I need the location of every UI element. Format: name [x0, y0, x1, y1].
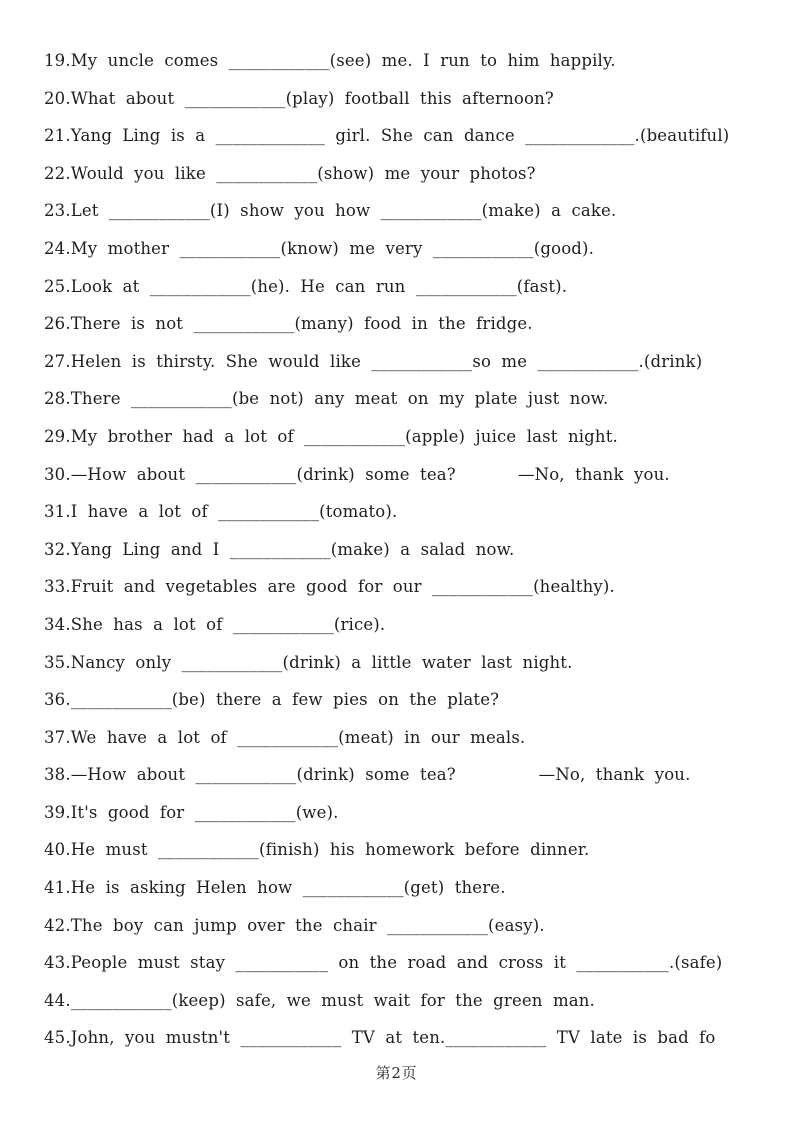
exercise-line: [44, 380, 763, 418]
item-number: 29.: [44, 426, 71, 446]
item-text: ____________(keep) safe, we must wait for the green man.: [70, 990, 595, 1010]
exercise-line: [44, 80, 763, 118]
page-footer: [0, 1062, 793, 1083]
item-number: 21.: [44, 126, 71, 146]
exercise-line: [44, 493, 763, 531]
exercise-line: [44, 606, 763, 644]
item-number: 30.: [44, 464, 71, 484]
item-number: 22.: [44, 163, 71, 183]
exercise-line: [44, 192, 763, 230]
item-number: 41.: [44, 878, 71, 898]
item-text: Fruit and vegetables are good for our ____________(healthy).: [70, 577, 615, 597]
item-number: 40.: [44, 840, 71, 860]
item-text: Helen is thirsty. She would like ____________so me ____________.(drink): [70, 351, 703, 371]
exercise-line: [44, 117, 763, 155]
exercise-line: [44, 456, 763, 494]
item-text: The boy can jump over the chair ____________(easy).: [70, 915, 545, 935]
item-number: 20.: [44, 88, 71, 108]
exercise-line: [44, 42, 763, 80]
item-number: 45.: [44, 1028, 71, 1048]
item-number: 31.: [44, 502, 71, 522]
item-number: 28.: [44, 389, 71, 409]
item-number: 32.: [44, 539, 71, 559]
item-number: 39.: [44, 802, 71, 822]
exercise-line: [44, 1019, 763, 1057]
exercise-line: [44, 756, 763, 794]
exercise-line: [44, 268, 763, 306]
exercise-line: [44, 831, 763, 869]
item-text: I have a lot of ____________(tomato).: [70, 502, 398, 522]
exercise-line: [44, 155, 763, 193]
page-number-label: 第2页: [375, 1064, 418, 1082]
item-text: My uncle comes ____________(see) me. I run to him happily.: [70, 51, 616, 70]
item-number: 24.: [44, 238, 71, 258]
item-number: 34.: [44, 614, 71, 634]
item-text: What about ____________(play) football this afternoon?: [70, 88, 554, 108]
item-number: 26.: [44, 314, 71, 334]
item-text: ____________(be) there a few pies on the plate?: [70, 690, 500, 710]
item-text: Yang Ling is a _____________ girl. She can dance _____________.(beautiful): [70, 126, 730, 146]
exercise-line: [44, 681, 763, 719]
item-text: Let ____________(I) show you how ____________(make) a cake.: [70, 201, 617, 221]
item-text: It's good for ____________(we).: [70, 802, 339, 822]
item-number: 44.: [44, 990, 71, 1010]
exercise-line: [44, 418, 763, 456]
item-text: She has a lot of ____________(rice).: [70, 614, 386, 634]
item-text: Nancy only ____________(drink) a little water last night.: [70, 652, 573, 672]
item-number: 43.: [44, 953, 71, 973]
item-text: Yang Ling and I ____________(make) a salad now.: [70, 539, 515, 559]
item-text: Look at ____________(he). He can run ____________(fast).: [70, 276, 568, 296]
exercise-line: [44, 531, 763, 569]
item-text: —How about ____________(drink) some tea? —No, thank you.: [70, 765, 691, 785]
item-number: 19.: [44, 51, 71, 70]
exercise-line: [44, 343, 763, 381]
exercise-line: [44, 305, 763, 343]
item-text: He must ____________(finish) his homework before dinner.: [70, 840, 590, 860]
item-text: Would you like ____________(show) me your photos?: [70, 163, 536, 183]
item-text: There ____________(be not) any meat on my plate just now.: [70, 389, 609, 409]
exercise-line: [44, 944, 763, 982]
item-text: There is not ____________(many) food in the fridge.: [70, 314, 533, 334]
item-number: 25.: [44, 276, 71, 296]
exercise-line: [44, 982, 763, 1020]
item-number: 37.: [44, 727, 71, 747]
item-number: 23.: [44, 201, 71, 221]
exercise-line: [44, 644, 763, 682]
exercise-line: [44, 907, 763, 945]
item-number: 38.: [44, 765, 71, 785]
item-number: 33.: [44, 577, 71, 597]
item-text: We have a lot of ____________(meat) in our meals.: [70, 727, 526, 747]
item-text: He is asking Helen how ____________(get) there.: [70, 878, 506, 898]
exercise-line: [44, 568, 763, 606]
exercise-line: [44, 794, 763, 832]
exercise-line: [44, 719, 763, 757]
exercise-line: [44, 869, 763, 907]
item-number: 42.: [44, 915, 71, 935]
exercise-line: [44, 230, 763, 268]
item-text: John, you mustn't ____________ TV at ten.____________ TV late is bad fo: [70, 1028, 716, 1048]
item-text: —How about ____________(drink) some tea? —No, thank you.: [70, 464, 670, 484]
item-text: My mother ____________(know) me very ____________(good).: [70, 238, 595, 258]
item-text: My brother had a lot of ____________(apple) juice last night.: [70, 426, 618, 446]
item-number: 27.: [44, 351, 71, 371]
item-number: 35.: [44, 652, 71, 672]
item-number: 36.: [44, 690, 71, 710]
item-text: People must stay ___________ on the road and cross it ___________.(safe): [70, 953, 723, 973]
